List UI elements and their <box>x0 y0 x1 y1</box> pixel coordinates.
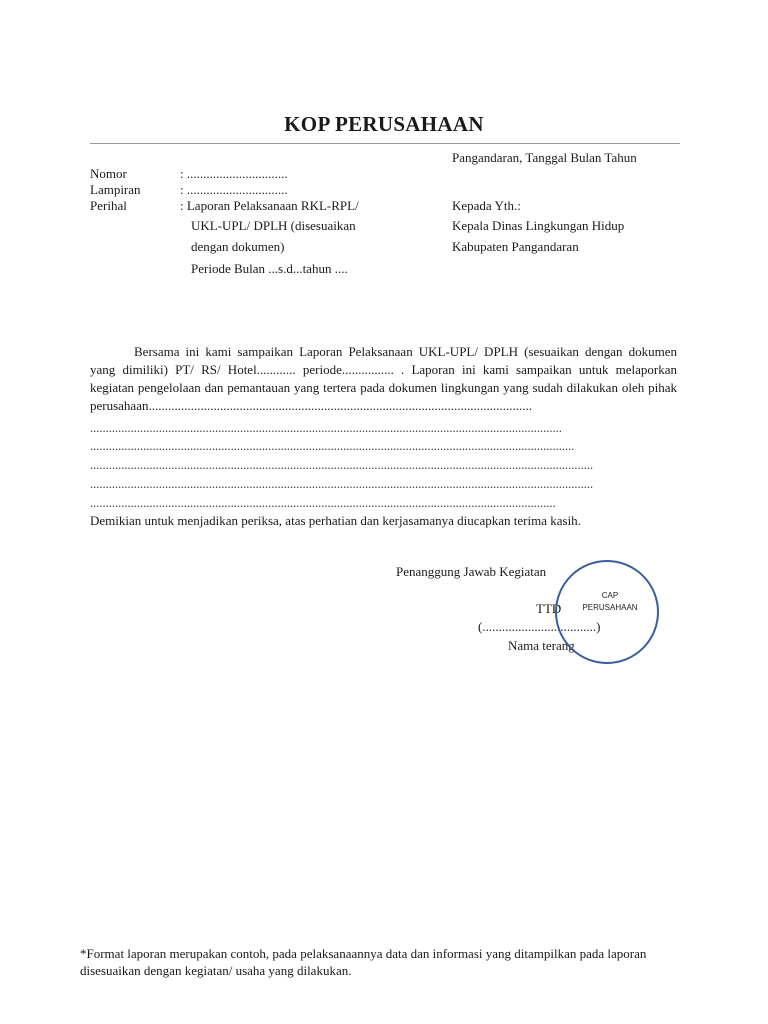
date-line: Pangandaran, Tanggal Bulan Tahun <box>452 150 637 165</box>
nomor-label: Nomor <box>90 166 127 181</box>
dot-line-3: ................................................................................................................................................................. <box>90 458 594 472</box>
perihal-label: Perihal <box>90 198 127 213</box>
signatory-role: Penanggung Jawab Kegiatan <box>396 564 547 579</box>
perihal-line-2: UKL-UPL/ DPLH (disesuaikan <box>191 218 356 233</box>
letterhead-title: KOP PERUSAHAAN <box>284 112 484 136</box>
perihal-line-4: Periode Bulan ...s.d...tahun .... <box>191 261 348 276</box>
recipient-line-2: Kepala Dinas Lingkungan Hidup <box>452 218 625 233</box>
dot-line-4: ................................................................................................................................................................. <box>90 477 594 491</box>
body-paragraph <box>90 343 677 415</box>
dot-line-2: ........................................................................................................................................................... <box>90 439 575 453</box>
body-paragraph-text: Bersama ini kami sampaikan Laporan Pelaksanaan UKL-UPL/ DPLH (sesuaikan dengan dokumen yang dimiliki) PT/ RS/ Hotel............ periode................ . Laporan ini kami sampaikan untuk melaporkan kegiatan pengelolaan dan pemantauan yang tertera pada dokumen lingkungan yang sudah dilakukan oleh pihak perusahaan...................................................................................................................... <box>90 344 677 413</box>
footnote: *Format laporan merupakan contoh, pada pelaksanaannya data dan informasi yang ditampilkan pada laporan disesuaikan dengan kegiatan/ usaha yang dilakukan. <box>80 946 647 978</box>
perihal-line-3: dengan dokumen) <box>191 239 285 254</box>
dot-line-1: ....................................................................................................................................................... <box>90 421 562 435</box>
closing-sentence: Demikian untuk menjadikan periksa, atas perhatian dan kerjasamanya diucapkan terima kasih. <box>90 513 581 528</box>
lampiran-value: : ............................... <box>180 182 288 197</box>
dot-line-5: ..................................................................................................................................................... <box>90 496 556 510</box>
recipient-line-3: Kabupaten Pangandaran <box>452 239 579 254</box>
stamp-line-2: PERUSAHAAN <box>582 603 638 612</box>
lampiran-label: Lampiran <box>90 182 141 197</box>
signature-ttd: TTD <box>536 601 562 616</box>
nomor-value: : ............................... <box>180 166 288 181</box>
signature-name-blank: (...................................) <box>478 619 601 634</box>
perihal-line-1: : Laporan Pelaksanaan RKL-RPL/ <box>180 198 359 213</box>
company-stamp-label <box>570 590 650 614</box>
letterhead-divider <box>90 143 680 144</box>
signature-name-label: Nama terang <box>508 638 575 653</box>
stamp-line-1: CAP <box>601 591 619 600</box>
recipient-line-1: Kepada Yth.: <box>452 198 521 213</box>
